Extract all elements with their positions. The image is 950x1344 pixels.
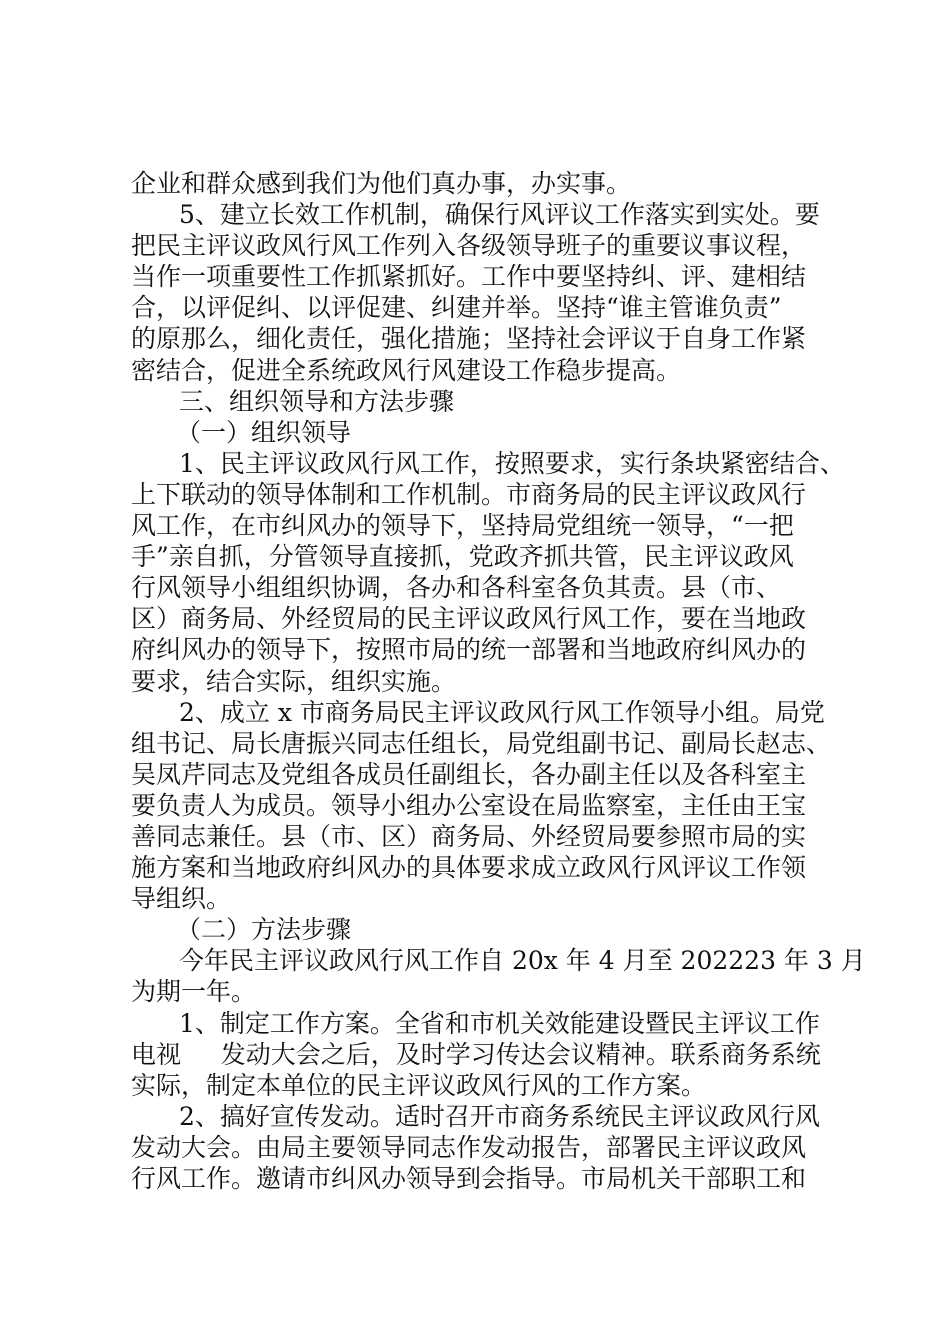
- text-line: 风工作，在市纠风办的领导下，坚持局党组统一领导，“一把: [131, 511, 794, 541]
- text-line: 2、搞好宣传发动。适时召开市商务系统民主评议政风行风: [179, 1101, 820, 1131]
- text-line: 上下联动的领导体制和工作机制。市商务局的民主评议政风行: [131, 479, 807, 509]
- text-line: 组书记、局长唐振兴同志任组长，局党组副书记、副局长赵志、: [131, 728, 832, 758]
- text-line: 行风工作。邀请市纠风办领导到会指导。市局机关干部职工和: [131, 1164, 807, 1193]
- document-body: [131, 168, 866, 1194]
- text-line: 当作一项重要性工作抓紧抓好。工作中要坚持纠、评、建相结: [131, 262, 807, 292]
- subsection-heading: （二）方法步骤: [176, 915, 352, 945]
- text-line: 为期一年。: [131, 977, 257, 1007]
- text-line: 5、建立长效工作机制，确保行风评议工作落实到实处。要: [179, 200, 820, 230]
- text-line: 要求，结合实际，组织实施。: [131, 666, 457, 696]
- text-line: 发动大会。由局主要领导同志作发动报告，部署民主评议政风: [131, 1132, 807, 1162]
- text-line: 实际，制定本单位的民主评议政风行风的工作方案。: [131, 1070, 707, 1100]
- text-line: 企业和群众感到我们为他们真办事，办实事。: [131, 169, 632, 198]
- text-line: 把民主评议政风行风工作列入各级领导班子的重要议事议程，: [131, 231, 807, 261]
- text-line: 导组织。: [131, 884, 232, 914]
- text-line: 2、成立 x 市商务局民主评议政风行风工作领导小组。局党: [179, 697, 825, 727]
- text-line: 施方案和当地政府纠风办的具体要求成立政风行风评议工作领: [131, 853, 807, 883]
- text-line: 吴凤芹同志及党组各成员任副组长，各办副主任以及各科室主: [131, 759, 807, 789]
- text-line: 电视 发动大会之后，及时学习传达会议精神。联系商务系统: [131, 1039, 821, 1069]
- text-line: 区）商务局、外经贸局的民主评议政风行风工作，要在当地政: [131, 604, 807, 634]
- text-line: 1、制定工作方案。全省和市机关效能建设暨民主评议工作: [179, 1008, 820, 1038]
- section-heading: 三、组织领导和方法步骤: [179, 386, 455, 416]
- text-line: 行风领导小组组织协调，各办和各科室各负其责。县（市、: [131, 573, 782, 603]
- text-line: 1、民主评议政风行风工作，按照要求，实行条块紧密结合、: [179, 448, 845, 478]
- subsection-heading: （一）组织领导: [176, 417, 352, 447]
- text-line: 的原那么，细化责任，强化措施；坚持社会评议于自身工作紧: [131, 324, 807, 354]
- text-line: 今年民主评议政风行风工作自 20x 年 4 月至 202223 年 3 月: [179, 946, 866, 976]
- text-line: 合，以评促纠、以评促建、纠建并举。坚持“谁主管谁负责”: [131, 293, 782, 323]
- text-line: 府纠风办的领导下，按照市局的统一部署和当地政府纠风办的: [131, 635, 807, 665]
- text-line: 密结合，促进全系统政风行风建设工作稳步提高。: [131, 355, 682, 385]
- text-line: 手”亲自抓，分管领导直接抓，党政齐抓共管，民主评议政风: [131, 542, 794, 572]
- text-line: 善同志兼任。县（市、区）商务局、外经贸局要参照市局的实: [131, 821, 807, 851]
- text-line: 要负责人为成员。领导小组办公室设在局监察室，主任由王宝: [131, 790, 807, 820]
